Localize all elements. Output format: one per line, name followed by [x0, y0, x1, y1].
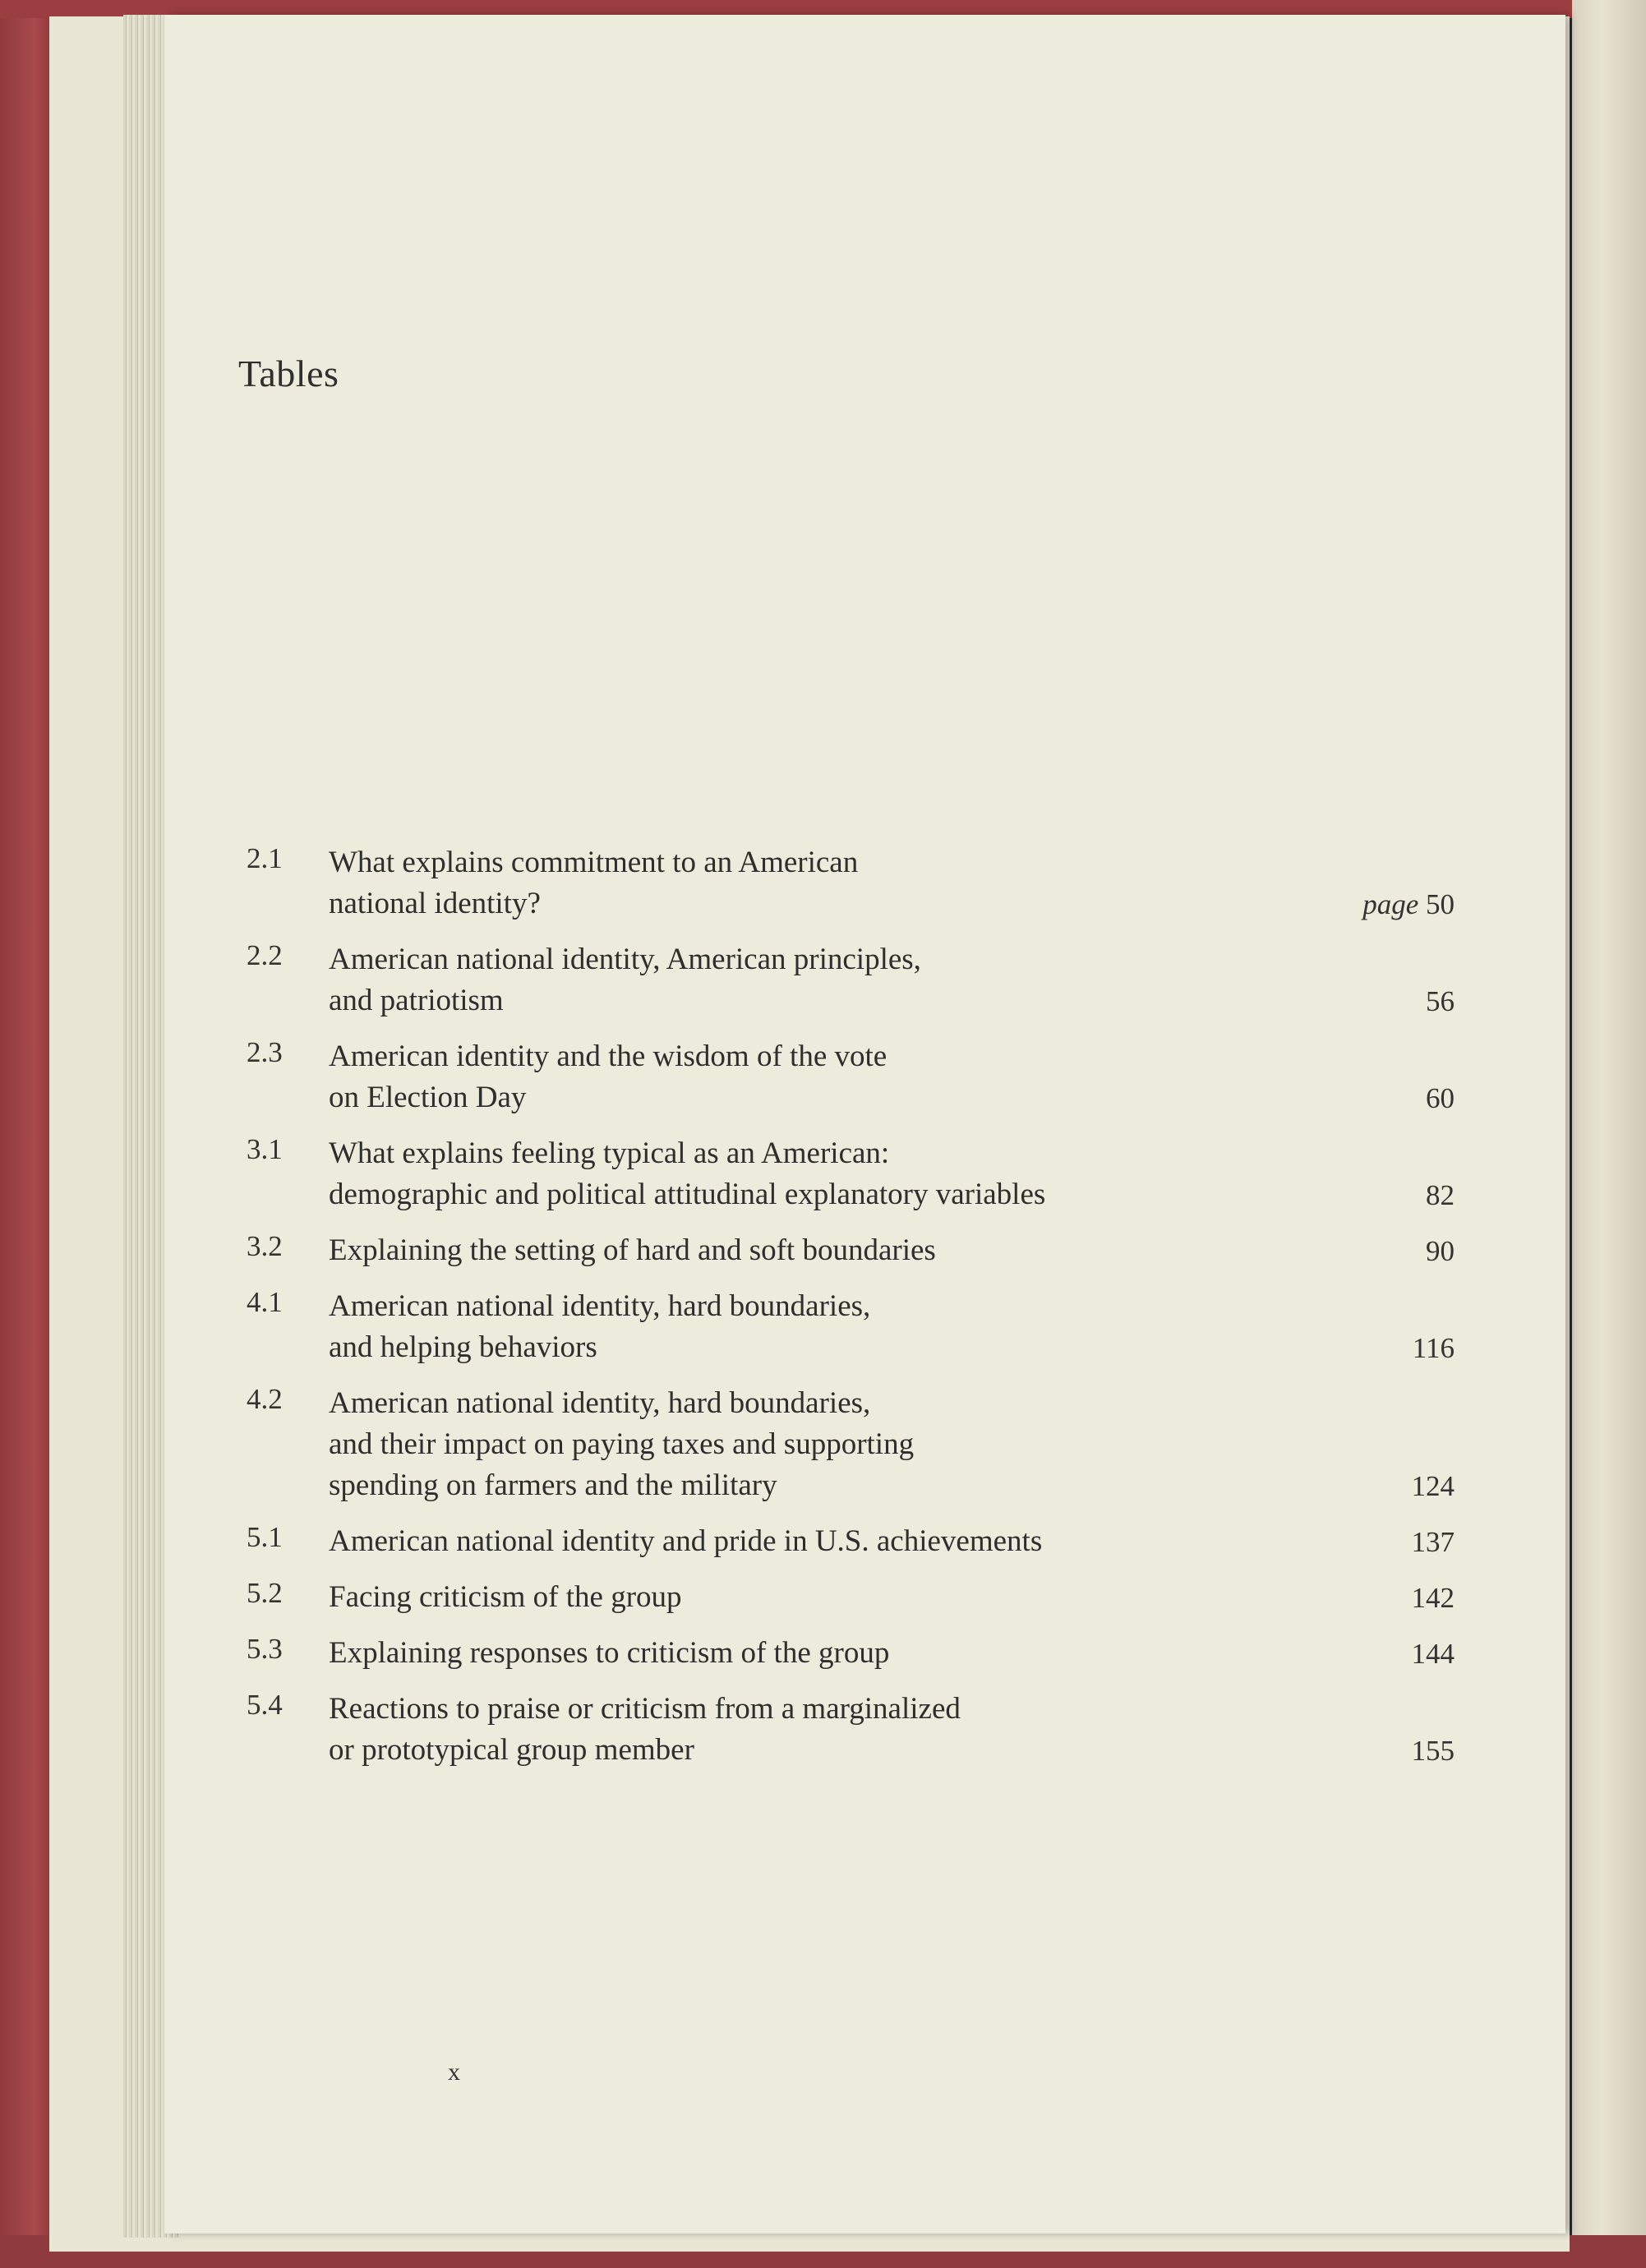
table-title-line: What explains feeling typical as an American:	[329, 1136, 890, 1170]
table-number: 5.1	[247, 1521, 283, 1553]
page-number-value: 124	[1411, 1470, 1455, 1502]
toc-entry	[247, 1633, 1455, 1674]
page-number	[1426, 1082, 1455, 1115]
table-title	[329, 1689, 1455, 1771]
page-number	[1362, 888, 1455, 921]
page-number	[1426, 985, 1455, 1018]
page-folio: x	[448, 2058, 460, 2086]
table-title	[329, 1521, 1455, 1562]
page-number	[1413, 1332, 1455, 1365]
list-of-tables	[247, 842, 1455, 1786]
table-title	[329, 1383, 1455, 1506]
toc-entry	[247, 1577, 1455, 1618]
page-number-value: 60	[1426, 1082, 1455, 1114]
toc-entry	[247, 1689, 1455, 1771]
page-number-value: 50	[1426, 888, 1455, 920]
table-title	[329, 1230, 1455, 1271]
page-number-value: 82	[1426, 1179, 1455, 1211]
table-number: 3.2	[247, 1230, 283, 1262]
table-title-line: American national identity, American principles,	[329, 943, 921, 976]
table-title-line: spending on farmers and the military	[329, 1468, 777, 1502]
table-number: 5.2	[247, 1577, 283, 1609]
page-number	[1412, 1470, 1455, 1503]
table-title-line: American national identity and pride in U.S. achievements	[329, 1524, 1043, 1558]
table-title-line: on Election Day	[329, 1081, 527, 1114]
table-title	[329, 1286, 1455, 1368]
table-number: 5.4	[247, 1689, 283, 1721]
page-number	[1426, 1235, 1455, 1268]
toc-entry	[247, 1383, 1455, 1506]
toc-entry	[247, 1521, 1455, 1562]
page-number-value: 142	[1411, 1582, 1455, 1614]
table-title-line: demographic and political attitudinal explanatory variables	[329, 1178, 1046, 1211]
table-title-line: and helping behaviors	[329, 1330, 597, 1364]
page-number	[1412, 1735, 1455, 1768]
table-number: 4.1	[247, 1286, 283, 1318]
table-title-line: national identity?	[329, 887, 541, 920]
table-number: 4.2	[247, 1383, 283, 1415]
page-number-value: 90	[1426, 1235, 1455, 1267]
page-heading: Tables	[238, 353, 339, 394]
table-number: 3.1	[247, 1133, 283, 1165]
toc-entry	[247, 1286, 1455, 1368]
table-title	[329, 939, 1455, 1021]
toc-entry	[247, 842, 1455, 924]
table-title	[329, 842, 1455, 924]
page-number-value: 155	[1411, 1735, 1455, 1767]
page-label: page	[1362, 888, 1419, 920]
table-title-line: American national identity, hard boundaries,	[329, 1289, 871, 1323]
table-title	[329, 1633, 1455, 1674]
table-title	[329, 1577, 1455, 1618]
page-number-value: 56	[1426, 985, 1455, 1017]
page-number-value: 137	[1411, 1526, 1455, 1558]
table-title-line: Explaining responses to criticism of the group	[329, 1636, 890, 1670]
table-number: 5.3	[247, 1633, 283, 1665]
toc-entry	[247, 939, 1455, 1021]
page-number	[1412, 1582, 1455, 1615]
toc-entry	[247, 1036, 1455, 1118]
page-number	[1412, 1526, 1455, 1559]
table-title-line: American national identity, hard boundaries,	[329, 1386, 871, 1420]
table-title-line: American identity and the wisdom of the vote	[329, 1040, 888, 1073]
page-number	[1412, 1638, 1455, 1671]
page-number-value: 116	[1412, 1332, 1455, 1364]
table-number: 2.3	[247, 1036, 283, 1068]
book-cover-right	[1572, 0, 1646, 2268]
table-title-line: Facing criticism of the group	[329, 1580, 682, 1614]
page-number-value: 144	[1411, 1638, 1455, 1670]
table-title-line: and patriotism	[329, 984, 504, 1017]
toc-entry	[247, 1133, 1455, 1215]
table-title-line: Explaining the setting of hard and soft boundaries	[329, 1233, 936, 1267]
table-number: 2.1	[247, 842, 283, 874]
table-title-line: What explains commitment to an American	[329, 846, 859, 879]
table-title	[329, 1133, 1455, 1215]
table-title-line: Reactions to praise or criticism from a marginalized	[329, 1692, 961, 1726]
toc-entry	[247, 1230, 1455, 1271]
page-number	[1426, 1179, 1455, 1212]
table-title-line: or prototypical group member	[329, 1733, 694, 1767]
table-number: 2.2	[247, 939, 283, 971]
table-title	[329, 1036, 1455, 1118]
table-title-line: and their impact on paying taxes and supporting	[329, 1427, 915, 1461]
